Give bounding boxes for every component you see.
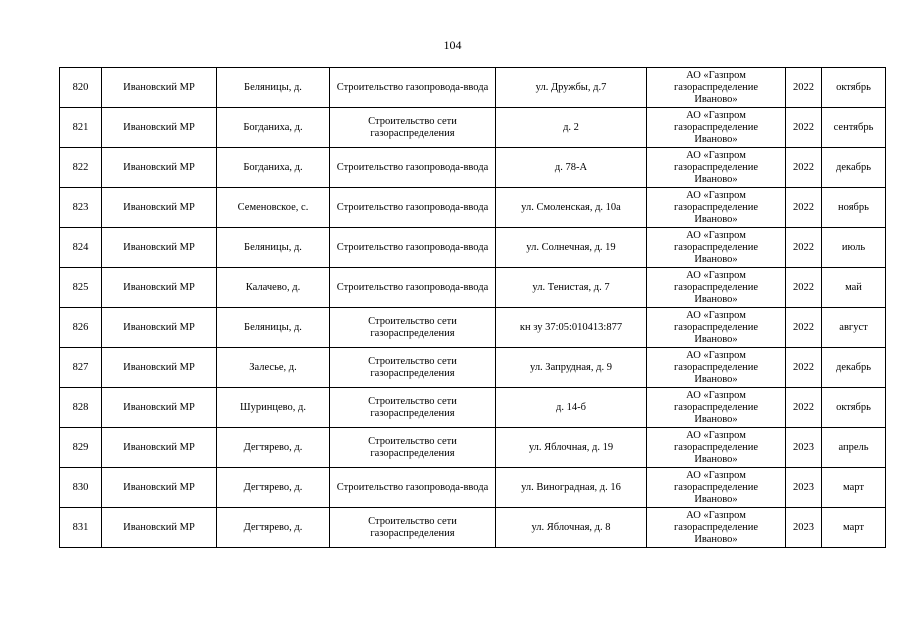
organization-line: АО «Газпром xyxy=(686,509,746,521)
year-cell: 2023 xyxy=(786,468,822,508)
year-cell: 2022 xyxy=(786,228,822,268)
organization-cell xyxy=(647,148,786,188)
organization-line: Иваново» xyxy=(694,533,738,545)
locality-cell: Дегтярево, д. xyxy=(217,508,330,548)
row-number-cell: 829 xyxy=(60,428,102,468)
row-number-cell: 825 xyxy=(60,268,102,308)
organization-line: АО «Газпром xyxy=(686,349,746,361)
year-cell: 2022 xyxy=(786,388,822,428)
organization-line: Иваново» xyxy=(694,493,738,505)
table-row xyxy=(60,388,886,428)
locality-cell: Беляницы, д. xyxy=(217,228,330,268)
organization-cell xyxy=(647,68,786,108)
table-row xyxy=(60,228,886,268)
address-cell: ул. Яблочная, д. 8 xyxy=(496,508,647,548)
organization-cell xyxy=(647,508,786,548)
locality-cell: Залесье, д. xyxy=(217,348,330,388)
organization-cell xyxy=(647,308,786,348)
year-cell: 2022 xyxy=(786,308,822,348)
locality-cell: Беляницы, д. xyxy=(217,68,330,108)
locality-cell: Семеновское, с. xyxy=(217,188,330,228)
row-number-cell: 823 xyxy=(60,188,102,228)
year-cell: 2022 xyxy=(786,348,822,388)
organization-line: АО «Газпром xyxy=(686,469,746,481)
table-row xyxy=(60,468,886,508)
address-cell: д. 2 xyxy=(496,108,647,148)
district-cell: Ивановский МР xyxy=(102,228,217,268)
year-cell: 2023 xyxy=(786,428,822,468)
organization-line: газораспределение xyxy=(673,121,759,133)
month-cell: март xyxy=(822,468,886,508)
row-number-cell: 822 xyxy=(60,148,102,188)
locality-cell: Калачево, д. xyxy=(217,268,330,308)
organization-cell xyxy=(647,348,786,388)
month-cell: сентябрь xyxy=(822,108,886,148)
table-row xyxy=(60,268,886,308)
work-type-cell: Строительство сети газораспределения xyxy=(330,308,496,348)
organization-line: Иваново» xyxy=(694,293,738,305)
organization-line: газораспределение xyxy=(673,481,759,493)
work-type-cell: Строительство газопровода-ввода xyxy=(330,468,496,508)
work-type-cell: Строительство газопровода-ввода xyxy=(330,228,496,268)
table-row xyxy=(60,348,886,388)
organization-cell xyxy=(647,228,786,268)
year-cell: 2023 xyxy=(786,508,822,548)
district-cell: Ивановский МР xyxy=(102,348,217,388)
row-number-cell: 826 xyxy=(60,308,102,348)
address-cell: ул. Виноградная, д. 16 xyxy=(496,468,647,508)
organization-line: АО «Газпром xyxy=(686,69,746,81)
month-cell: декабрь xyxy=(822,148,886,188)
address-cell: ул. Дружбы, д.7 xyxy=(496,68,647,108)
page-number: 104 xyxy=(443,38,462,52)
gasification-table xyxy=(59,67,886,548)
address-cell: д. 78-А xyxy=(496,148,647,188)
organization-line: АО «Газпром xyxy=(686,269,746,281)
organization-line: Иваново» xyxy=(694,333,738,345)
organization-line: газораспределение xyxy=(673,161,759,173)
district-cell: Ивановский МР xyxy=(102,428,217,468)
month-cell: октябрь xyxy=(822,68,886,108)
district-cell: Ивановский МР xyxy=(102,68,217,108)
locality-cell: Дегтярево, д. xyxy=(217,468,330,508)
row-number-cell: 830 xyxy=(60,468,102,508)
month-cell: март xyxy=(822,508,886,548)
work-type-cell: Строительство газопровода-ввода xyxy=(330,148,496,188)
organization-line: газораспределение xyxy=(673,521,759,533)
locality-cell: Богданиха, д. xyxy=(217,148,330,188)
district-cell: Ивановский МР xyxy=(102,508,217,548)
organization-line: газораспределение xyxy=(673,401,759,413)
month-cell: май xyxy=(822,268,886,308)
table-body xyxy=(60,68,886,548)
organization-line: АО «Газпром xyxy=(686,189,746,201)
organization-cell xyxy=(647,468,786,508)
locality-cell: Дегтярево, д. xyxy=(217,428,330,468)
row-number-cell: 820 xyxy=(60,68,102,108)
address-cell: кн зу 37:05:010413:877 xyxy=(496,308,647,348)
month-cell: апрель xyxy=(822,428,886,468)
organization-line: Иваново» xyxy=(694,253,738,265)
table-row xyxy=(60,68,886,108)
organization-line: АО «Газпром xyxy=(686,389,746,401)
table-row xyxy=(60,508,886,548)
organization-cell xyxy=(647,428,786,468)
organization-line: газораспределение xyxy=(673,241,759,253)
address-cell: ул. Тенистая, д. 7 xyxy=(496,268,647,308)
work-type-cell: Строительство сети газораспределения xyxy=(330,428,496,468)
organization-line: Иваново» xyxy=(694,213,738,225)
row-number-cell: 824 xyxy=(60,228,102,268)
organization-line: Иваново» xyxy=(694,453,738,465)
organization-line: АО «Газпром xyxy=(686,149,746,161)
organization-line: газораспределение xyxy=(673,81,759,93)
table-row xyxy=(60,148,886,188)
organization-line: Иваново» xyxy=(694,173,738,185)
organization-line: газораспределение xyxy=(673,441,759,453)
organization-line: газораспределение xyxy=(673,201,759,213)
table-row xyxy=(60,308,886,348)
district-cell: Ивановский МР xyxy=(102,268,217,308)
organization-line: газораспределение xyxy=(673,321,759,333)
work-type-cell: Строительство сети газораспределения xyxy=(330,388,496,428)
organization-line: Иваново» xyxy=(694,133,738,145)
address-cell: ул. Солнечная, д. 19 xyxy=(496,228,647,268)
work-type-cell: Строительство сети газораспределения xyxy=(330,508,496,548)
row-number-cell: 828 xyxy=(60,388,102,428)
month-cell: август xyxy=(822,308,886,348)
month-cell: октябрь xyxy=(822,388,886,428)
organization-cell xyxy=(647,188,786,228)
month-cell: декабрь xyxy=(822,348,886,388)
month-cell: июль xyxy=(822,228,886,268)
year-cell: 2022 xyxy=(786,108,822,148)
organization-line: АО «Газпром xyxy=(686,309,746,321)
locality-cell: Богданиха, д. xyxy=(217,108,330,148)
organization-line: АО «Газпром xyxy=(686,229,746,241)
organization-cell xyxy=(647,388,786,428)
work-type-cell: Строительство сети газораспределения xyxy=(330,348,496,388)
table-row xyxy=(60,428,886,468)
work-type-cell: Строительство газопровода-ввода xyxy=(330,188,496,228)
district-cell: Ивановский МР xyxy=(102,108,217,148)
year-cell: 2022 xyxy=(786,268,822,308)
organization-line: Иваново» xyxy=(694,373,738,385)
address-cell: д. 14-б xyxy=(496,388,647,428)
work-type-cell: Строительство газопровода-ввода xyxy=(330,68,496,108)
district-cell: Ивановский МР xyxy=(102,148,217,188)
work-type-cell: Строительство сети газораспределения xyxy=(330,108,496,148)
row-number-cell: 831 xyxy=(60,508,102,548)
organization-cell xyxy=(647,268,786,308)
month-cell: ноябрь xyxy=(822,188,886,228)
year-cell: 2022 xyxy=(786,148,822,188)
organization-line: Иваново» xyxy=(694,413,738,425)
district-cell: Ивановский МР xyxy=(102,308,217,348)
table-row xyxy=(60,188,886,228)
address-cell: ул. Яблочная, д. 19 xyxy=(496,428,647,468)
row-number-cell: 827 xyxy=(60,348,102,388)
organization-line: АО «Газпром xyxy=(686,109,746,121)
address-cell: ул. Смоленская, д. 10а xyxy=(496,188,647,228)
year-cell: 2022 xyxy=(786,68,822,108)
locality-cell: Шуринцево, д. xyxy=(217,388,330,428)
row-number-cell: 821 xyxy=(60,108,102,148)
district-cell: Ивановский МР xyxy=(102,188,217,228)
district-cell: Ивановский МР xyxy=(102,468,217,508)
address-cell: ул. Запрудная, д. 9 xyxy=(496,348,647,388)
organization-cell xyxy=(647,108,786,148)
organization-line: газораспределение xyxy=(673,361,759,373)
organization-line: АО «Газпром xyxy=(686,429,746,441)
table-row xyxy=(60,108,886,148)
organization-line: газораспределение xyxy=(673,281,759,293)
work-type-cell: Строительство газопровода-ввода xyxy=(330,268,496,308)
locality-cell: Беляницы, д. xyxy=(217,308,330,348)
district-cell: Ивановский МР xyxy=(102,388,217,428)
organization-line: Иваново» xyxy=(694,93,738,105)
year-cell: 2022 xyxy=(786,188,822,228)
